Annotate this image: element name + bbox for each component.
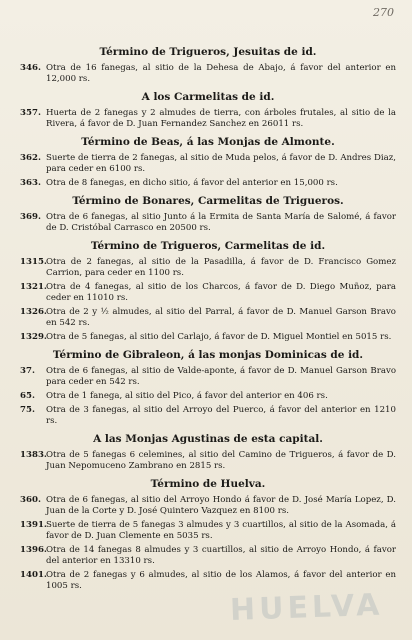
entry-row (20, 307, 396, 329)
entry-row (20, 450, 396, 472)
document-section (20, 433, 396, 472)
section-heading: Término de Gibraleon, á las monjas Dominicas de id. (52, 349, 364, 361)
entry-text: Suerte de tierra de 5 fanegas 3 almudes y 3 cuartillos, al sitio de la Asomada, á favor de D. Juan Clemente en 5035 rs. (46, 520, 396, 541)
entry-row (20, 257, 396, 279)
entry-number: 1396. (20, 545, 47, 555)
entry-text: Otra de 2 fanegas y 6 almudes, al sitio de los Alamos, á favor del anterior en 1005 rs. (46, 570, 396, 591)
entry-text: Otra de 8 fanegas, en dicho sitio, á favor del anterior en 15,000 rs. (46, 178, 338, 188)
entry-text: Otra de 3 fanegas, al sitio del Arroyo del Puerco, á favor del anterior en 1210 rs. (46, 405, 396, 426)
watermark: HUELVA (229, 587, 384, 628)
entry-text: Otra de 6 fanegas, al sitio Junto á la Ermita de Santa María de Salomé, á favor de D. Cristóbal Carrasco en 20500 rs. (46, 212, 396, 233)
entry-row (20, 391, 396, 402)
entry-row (20, 545, 396, 567)
entry-number: 346. (20, 63, 41, 73)
section-heading: Término de Huelva. (150, 478, 266, 490)
document-body (20, 40, 396, 595)
entry-row (20, 108, 396, 130)
entry-text: Otra de 1 fanega, al sitio del Pico, á favor del anterior en 406 rs. (46, 391, 328, 401)
document-section (20, 349, 396, 427)
entry-row (20, 405, 396, 427)
entry-text: Suerte de tierra de 2 fanegas, al sitio de Muda pelos, á favor de D. Andres Diaz, para ceder en 6100 rs. (46, 153, 396, 174)
entry-text: Otra de 14 fanegas 8 almudes y 3 cuartillos, al sitio de Arroyo Hondo, á favor del anterior en 13310 rs. (46, 545, 396, 566)
page-number: 270 (373, 6, 394, 19)
document-section (20, 91, 396, 130)
entry-number: 1401. (20, 570, 47, 580)
document-section (20, 195, 396, 234)
entry-row (20, 153, 396, 175)
section-heading: Término de Beas, á las Monjas de Almonte. (81, 136, 335, 148)
entry-number: 1329. (20, 332, 47, 342)
entry-number: 1326. (20, 307, 47, 317)
entry-number: 363. (20, 178, 41, 188)
entry-text: Otra de 2 fanegas, al sitio de la Pasadilla, á favor de D. Francisco Gomez Carrion, para ceder en 1100 rs. (46, 257, 396, 278)
entry-row (20, 212, 396, 234)
section-heading: A los Carmelitas de id. (141, 91, 275, 103)
document-section (20, 240, 396, 343)
entry-number: 1383. (20, 450, 47, 460)
entry-number: 362. (20, 153, 41, 163)
document-section (20, 478, 396, 592)
entry-number: 65. (20, 391, 35, 401)
entry-text: Otra de 16 fanegas, al sitio de la Dehesa de Abajo, á favor del anterior en 12,000 rs. (46, 63, 396, 84)
entry-number: 75. (20, 405, 35, 415)
document-section (20, 46, 396, 85)
entry-text: Otra de 4 fanegas, al sitio de los Charcos, á favor de D. Diego Muñoz, para ceder en 11010 rs. (46, 282, 396, 303)
entry-text: Otra de 6 fanegas, al sitio del Arroyo Hondo á favor de D. José María Lopez, D. Juan de la Corte y D. José Quintero Vazquez en 8100 rs. (46, 495, 396, 516)
entry-row (20, 366, 396, 388)
entry-number: 1391. (20, 520, 47, 530)
entry-text: Huerta de 2 fanegas y 2 almudes de tierra, con árboles frutales, al sitio de la Rivera, á favor de D. Juan Fernandez Sanchez en 26011 rs. (46, 108, 396, 129)
entry-row (20, 520, 396, 542)
entry-text: Otra de 2 y ½ almudes, al sitio del Parral, á favor de D. Manuel Garson Bravo en 542 rs. (46, 307, 396, 328)
document-section (20, 136, 396, 189)
entry-number: 1321. (20, 282, 47, 292)
entry-row (20, 495, 396, 517)
entry-row (20, 282, 396, 304)
entry-row (20, 63, 396, 85)
entry-text: Otra de 5 fanegas, al sitio del Carlajo, á favor de D. Miguel Montiel en 5015 rs. (46, 332, 392, 342)
entry-text: Otra de 5 fanegas 6 celemines, al sitio del Camino de Trigueros, á favor de D. Juan Nepomuceno Zambrano en 2815 rs. (46, 450, 396, 471)
section-heading: Término de Trigueros, Jesuitas de id. (99, 46, 317, 58)
entry-number: 1315. (20, 257, 47, 267)
entry-row (20, 332, 396, 343)
entry-number: 357. (20, 108, 41, 118)
section-heading: Término de Bonares, Carmelitas de Trigueros. (72, 195, 344, 207)
entry-number: 360. (20, 495, 41, 505)
entry-number: 37. (20, 366, 35, 376)
entry-number: 369. (20, 212, 41, 222)
entry-row (20, 178, 396, 189)
section-heading: Término de Trigueros, Carmelitas de id. (90, 240, 326, 252)
entry-text: Otra de 6 fanegas, al sitio de Valde-aponte, á favor de D. Manuel Garson Bravo para ceder en 542 rs. (46, 366, 396, 387)
section-heading: A las Monjas Agustinas de esta capital. (93, 433, 323, 445)
